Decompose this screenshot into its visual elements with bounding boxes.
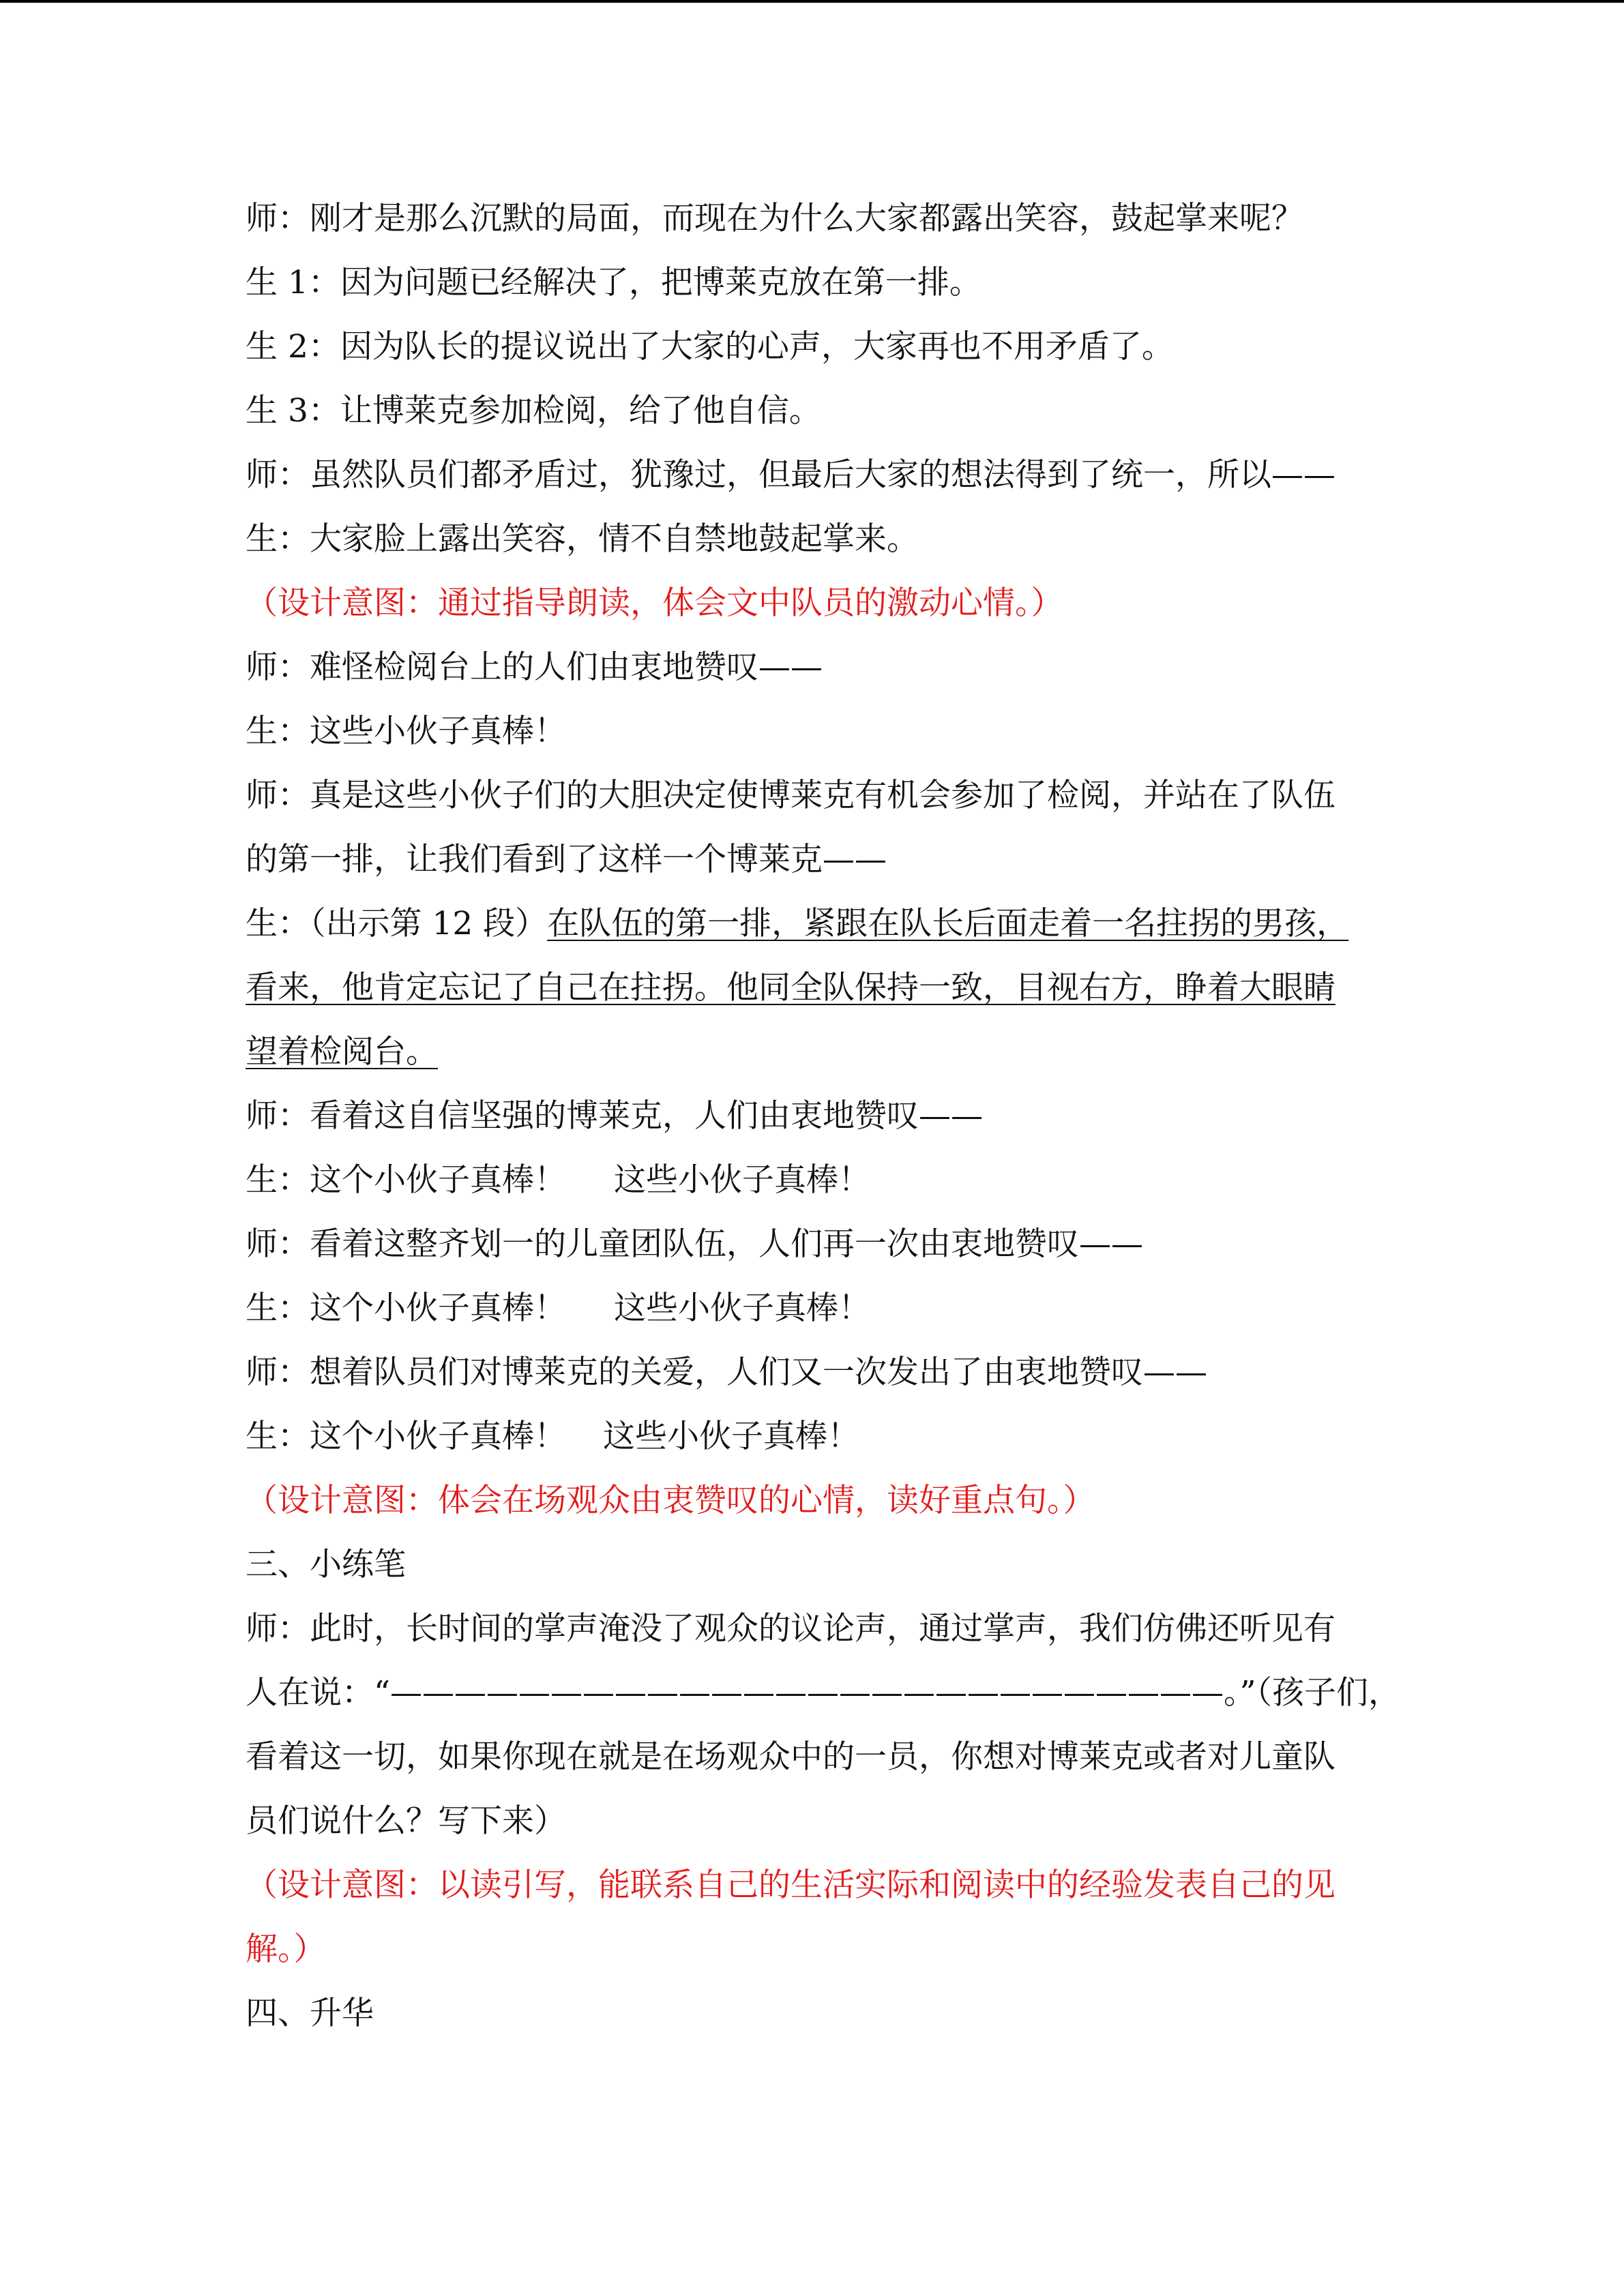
student-line: 生 2：因为队长的提议说出了大家的心声，大家再也不用矛盾了。	[246, 328, 1174, 366]
teacher-line-continued: 员们说什么？写下来）	[246, 1802, 566, 1840]
student-line: 生：这些小伙子真棒！	[246, 713, 566, 750]
design-intent-note: （设计意图：体会在场观众由衷赞叹的心情，读好重点句。）	[246, 1482, 1095, 1519]
student-line	[246, 1286, 870, 1331]
student-quote-line	[246, 901, 1348, 946]
section-heading: 四、升华	[246, 1995, 374, 2032]
student-reply-b: 这些小伙子真棒！	[614, 1289, 870, 1327]
underlined-quote: 在队伍的第一排，紧跟在队长后面走着一名拄拐的男孩，	[547, 905, 1349, 942]
underlined-quote: 看来，他肯定忘记了自己在拄拐。他同全队保持一致，目视右方，睁着大眼睛	[246, 969, 1335, 1007]
teacher-line: 师：难怪检阅台上的人们由衷地赞叹——	[246, 648, 823, 686]
student-reply-a: 生：这个小伙子真棒！	[246, 1289, 566, 1327]
teacher-line: 师：此时，长时间的掌声淹没了观众的议论声，通过掌声，我们仿佛还听见有	[246, 1610, 1335, 1648]
teacher-line-continued: 人在说：“——————————————————————————。”（孩子们，	[246, 1674, 1401, 1712]
student-reply-b: 这些小伙子真棒！	[603, 1418, 859, 1455]
student-line: 生：大家脸上露出笑容，情不自禁地鼓起掌来。	[246, 520, 919, 558]
student-line	[246, 1414, 859, 1459]
quote-prefix: 生：（出示第 12 段）	[246, 905, 548, 942]
student-reply-b: 这些小伙子真棒！	[614, 1161, 870, 1199]
teacher-line: 师：虽然队员们都矛盾过，犹豫过，但最后大家的想法得到了统一，所以——	[246, 456, 1335, 494]
design-intent-note: （设计意图：通过指导朗读，体会文中队员的激动心情。）	[246, 584, 1063, 622]
teacher-line: 师：看着这整齐划一的儿童团队伍，人们再一次由衷地赞叹——	[246, 1225, 1143, 1263]
section-heading: 三、小练笔	[246, 1546, 406, 1583]
teacher-line: 师：想着队员们对博莱克的关爱，人们又一次发出了由衷地赞叹——	[246, 1354, 1207, 1391]
student-line: 生 1：因为问题已经解决了，把博莱克放在第一排。	[246, 264, 981, 301]
teacher-line-continued: 的第一排，让我们看到了这样一个博莱克——	[246, 841, 887, 878]
teacher-line: 师：真是这些小伙子们的大胆决定使博莱克有机会参加了检阅，并站在了队伍	[246, 777, 1335, 814]
student-line: 生 3：让博莱克参加检阅，给了他自信。	[246, 392, 821, 430]
teacher-line: 师：刚才是那么沉默的局面，而现在为什么大家都露出笑容，鼓起掌来呢？	[246, 200, 1303, 237]
page-top-border	[0, 0, 1624, 3]
design-intent-note: （设计意图：以读引写，能联系自己的生活实际和阅读中的经验发表自己的见	[246, 1866, 1335, 1904]
student-reply-a: 生：这个小伙子真棒！	[246, 1161, 566, 1199]
design-intent-note-continued: 解。）	[246, 1930, 326, 1968]
student-reply-a: 生：这个小伙子真棒！	[246, 1418, 566, 1455]
teacher-line-continued: 看着这一切，如果你现在就是在场观众中的一员，你想对博莱克或者对儿童队	[246, 1738, 1335, 1776]
student-line	[246, 1158, 870, 1203]
underlined-quote: 望着检阅台。	[246, 1033, 438, 1071]
teacher-line: 师：看着这自信坚强的博莱克，人们由衷地赞叹——	[246, 1097, 983, 1135]
